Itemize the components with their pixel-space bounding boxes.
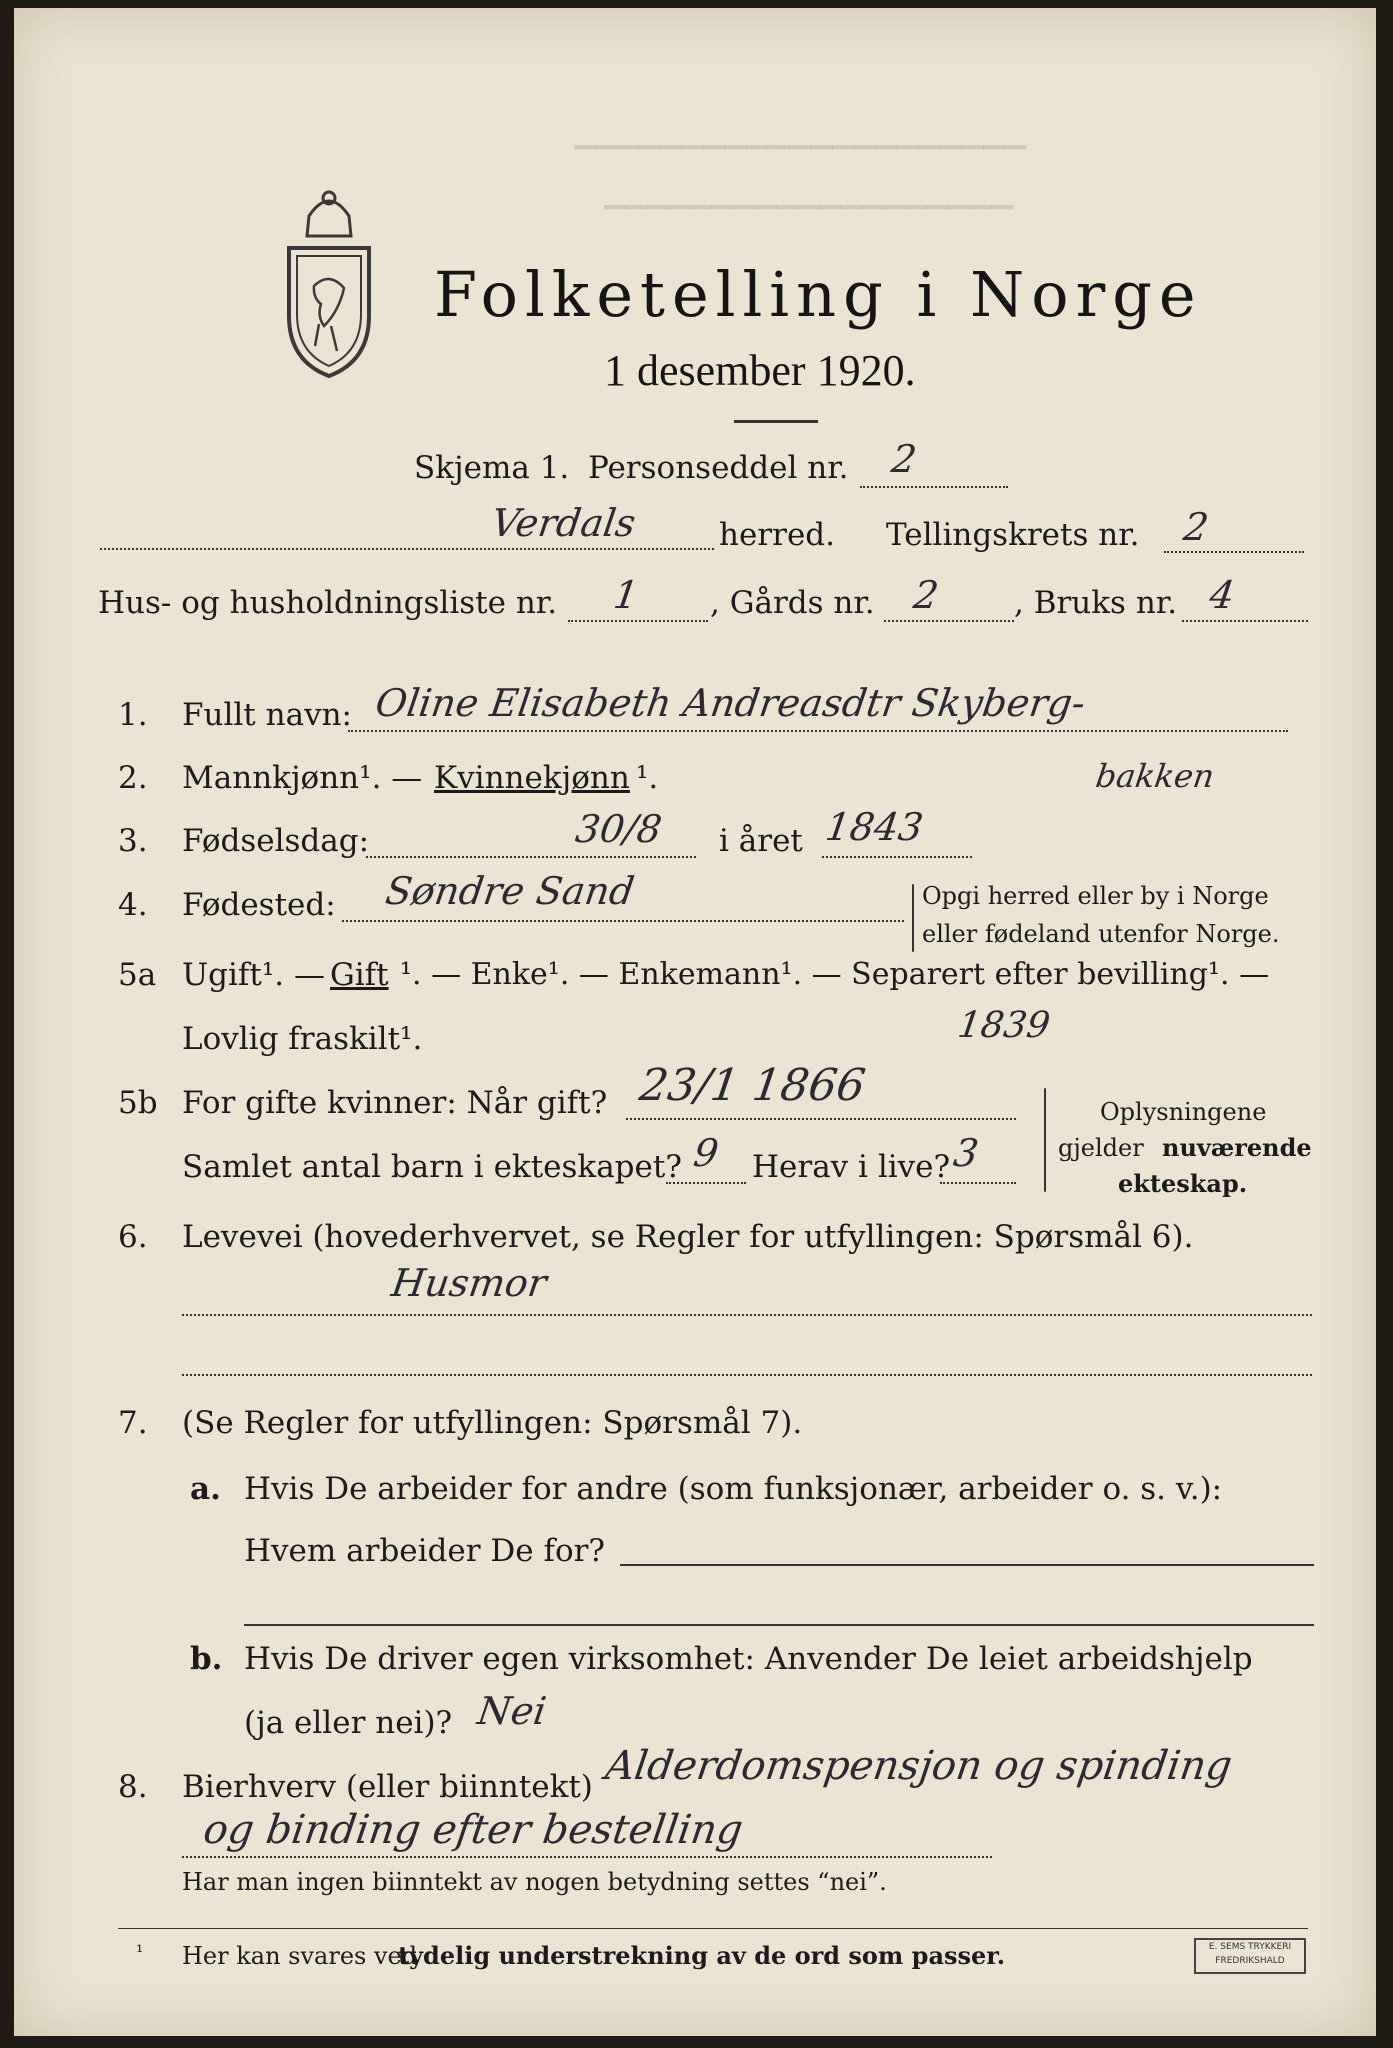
q5a-gift[interactable]: Gift <box>330 957 389 993</box>
q7-label: (Se Regler for utfyllingen: Spørsmål 7). <box>182 1405 803 1441</box>
footnote-mark: ¹ <box>136 1942 144 1963</box>
bleed-through: ▔▔▔▔▔▔▔▔▔▔▔▔▔▔▔▔▔▔▔▔▔ <box>574 116 1027 149</box>
q6-line-1 <box>182 1314 1312 1316</box>
herred-value[interactable]: Verdals <box>488 501 639 545</box>
q3-value[interactable]: 30/8 <box>572 807 665 851</box>
q6-value[interactable]: Husmor <box>388 1261 550 1305</box>
q5b-alive-line <box>940 1182 1016 1184</box>
bruks-value[interactable]: 4 <box>1206 573 1238 617</box>
q7b-line-2: (ja eller nei)? <box>244 1705 453 1741</box>
q5b-note-2b: nuværende <box>1162 1133 1312 1162</box>
personseddel-label: Personseddel nr. <box>588 450 849 486</box>
q8-line <box>182 1856 992 1858</box>
q5b-children-value[interactable]: 9 <box>690 1131 722 1175</box>
q5b-note-1: Oplysningene <box>1100 1098 1267 1126</box>
q5a-fraskilt: Lovlig fraskilt¹. <box>182 1021 423 1057</box>
census-form-page <box>14 8 1376 2036</box>
tellingskrets-line <box>1164 551 1304 553</box>
q7a-line-2: Hvem arbeider De for? <box>244 1533 606 1569</box>
q5b-value[interactable]: 23/1 1866 <box>636 1060 869 1111</box>
q3-year-line <box>822 856 972 858</box>
husliste-label: Hus- og husholdningsliste nr. <box>98 585 558 621</box>
tellingskrets-value[interactable]: 2 <box>1180 505 1212 549</box>
census-date: 1 desember 1920. <box>604 346 916 395</box>
q4-brace <box>912 884 914 952</box>
q1-value-cont[interactable]: bakken <box>1093 757 1217 795</box>
q7b-line-1: Hvis De driver egen virksomhet: Anvender De leiet arbeidshjelp <box>244 1641 1253 1677</box>
q7a-answer-line-2[interactable] <box>244 1624 1314 1626</box>
q2-option-kvinne[interactable]: Kvinnekjønn <box>434 760 630 796</box>
bruks-label: , Bruks nr. <box>1014 585 1178 621</box>
gards-label: , Gårds nr. <box>710 585 875 621</box>
schema-label: Skjema 1. <box>414 450 570 486</box>
bruks-line <box>1182 620 1308 622</box>
footnote-text: Her kan svares ved <box>182 1942 418 1970</box>
husliste-line <box>568 620 708 622</box>
q5b-alive-label: Herav i live? <box>752 1149 951 1185</box>
q2-option-mann: Mannkjønn¹. — <box>182 760 423 796</box>
herred-line <box>100 548 714 550</box>
q7b-letter: b. <box>190 1641 223 1677</box>
q5b-note-3: ekteskap. <box>1118 1169 1248 1198</box>
q3-year-label: i året <box>719 823 803 859</box>
q7b-value[interactable]: Nei <box>474 1689 549 1733</box>
q7-number: 7. <box>118 1405 148 1441</box>
q4-value[interactable]: Søndre Sand <box>382 869 638 913</box>
q1-label: Fullt navn: <box>182 697 352 733</box>
q5b-alive-value[interactable]: 3 <box>950 1131 982 1175</box>
q3-line <box>366 856 696 858</box>
q5b-note-2a: gjelder <box>1058 1134 1144 1162</box>
q5b-children-line <box>666 1182 746 1184</box>
q6-line-2 <box>182 1374 1312 1376</box>
q7a-letter: a. <box>190 1471 221 1507</box>
printer-stamp: E. SEMS TRYKKERI FREDRIKSHALD <box>1194 1938 1306 1974</box>
q4-note-1: Opgi herred eller by i Norge <box>922 882 1269 910</box>
personseddel-value[interactable]: 2 <box>888 437 920 481</box>
q3-year-value[interactable]: 1843 <box>822 805 926 849</box>
coat-of-arms-icon <box>269 176 389 381</box>
q3-label: Fødselsdag: <box>182 823 370 859</box>
q5a-rest: ¹. — Enke¹. — Enkemann¹. — Separert efter bevilling¹. — <box>400 957 1270 992</box>
q6-label: Levevei (hovederhvervet, se Regler for utfyllingen: Spørsmål 6). <box>182 1219 1194 1255</box>
footer-divider <box>118 1928 1308 1929</box>
q4-label: Fødested: <box>182 887 336 923</box>
q5a-ugift: Ugift¹. — <box>182 957 325 993</box>
q8-value-1[interactable]: Alderdomspensjon og spinding <box>602 1743 1235 1789</box>
q5b-label: For gifte kvinner: Når gift? <box>182 1085 608 1121</box>
q5b-number: 5b <box>118 1085 158 1121</box>
husliste-value[interactable]: 1 <box>610 573 642 617</box>
personseddel-line <box>860 486 1008 488</box>
q4-line <box>342 920 904 922</box>
herred-label: herred. <box>719 517 835 553</box>
q8-note: Har man ingen biinntekt av nogen betydning settes “nei”. <box>182 1868 887 1896</box>
q5b-line <box>626 1118 1016 1120</box>
q2-number: 2. <box>118 760 148 796</box>
q6-number: 6. <box>118 1219 148 1255</box>
q2-suffix: ¹. <box>636 760 659 796</box>
q5a-number: 5a <box>118 957 157 993</box>
tellingskrets-label: Tellingskrets nr. <box>886 517 1140 553</box>
gards-line <box>884 620 1014 622</box>
q5b-margin-note[interactable]: 1839 <box>955 1005 1053 1046</box>
q7a-line-1: Hvis De arbeider for andre (som funksjonær, arbeider o. s. v.): <box>244 1471 1223 1507</box>
q8-value-2[interactable]: og binding efter bestelling <box>200 1807 746 1853</box>
q4-number: 4. <box>118 887 148 923</box>
q1-line <box>348 730 1288 732</box>
q4-note-2: eller fødeland utenfor Norge. <box>922 920 1280 948</box>
bleed-through: ▔▔▔▔▔▔▔▔▔▔▔▔▔▔▔▔▔▔▔ <box>604 176 1014 209</box>
footnote-text-bold: tydelig understrekning av de ord som passer. <box>398 1941 1006 1970</box>
q5b-children-label: Samlet antal barn i ekteskapet? <box>182 1149 682 1185</box>
q3-number: 3. <box>118 823 148 859</box>
q8-label: Bierhverv (eller biinntekt) <box>182 1769 593 1805</box>
title-divider <box>734 420 818 423</box>
gards-value[interactable]: 2 <box>910 573 942 617</box>
page-title: Folketelling i Norge <box>434 258 1203 331</box>
q1-number: 1. <box>118 697 148 733</box>
q7a-answer-line[interactable] <box>620 1564 1314 1566</box>
q5b-brace <box>1044 1088 1046 1192</box>
q1-value[interactable]: Oline Elisabeth Andreasdtr Skyberg- <box>372 681 1088 725</box>
q8-number: 8. <box>118 1769 148 1805</box>
